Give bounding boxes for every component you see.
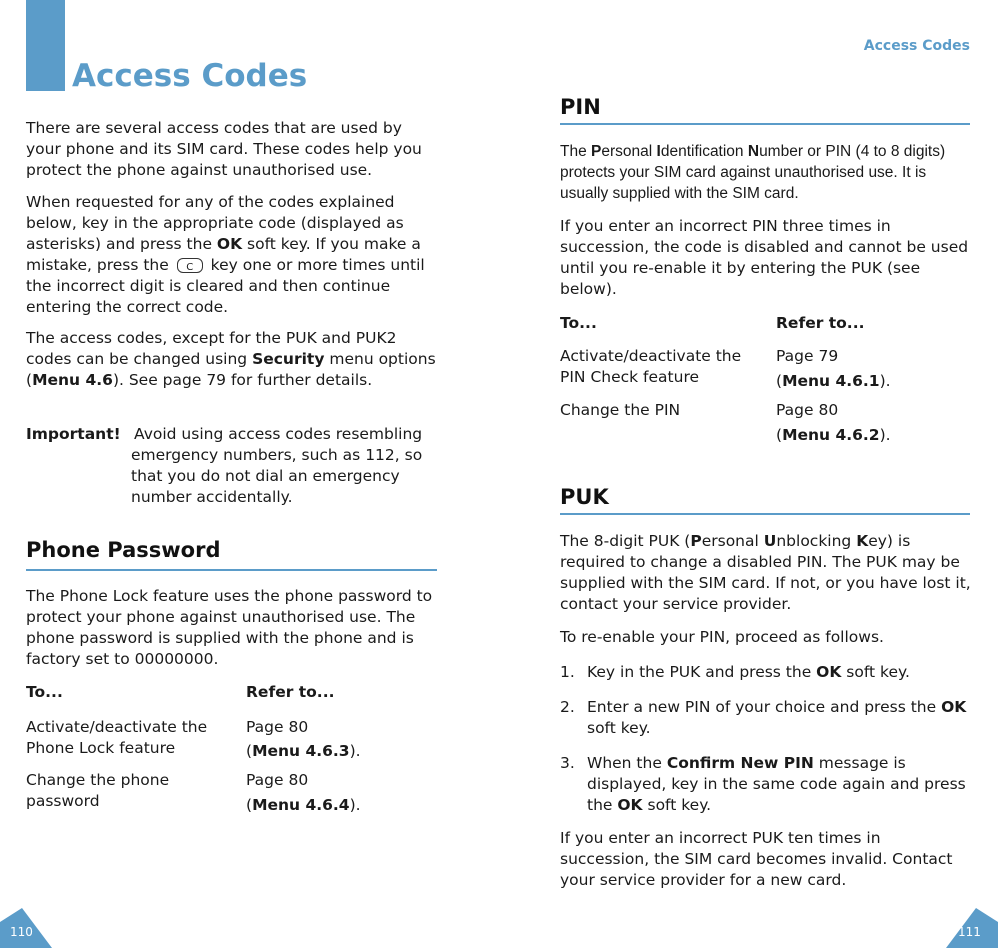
pin-heading: PIN — [560, 95, 601, 119]
column-header-refer: Refer to... — [776, 314, 865, 332]
list-item: 1. Key in the PUK and press the OK soft key. — [560, 663, 910, 681]
pin-incorrect-text: If you enter an incorrect PIN three times in succession, the code is disabled and cannot be used until you re-enable it by entering the PUK (see below). — [560, 217, 969, 298]
list-item: 3. When the Confirm New PIN message is displayed, key in the same code again and press the OK soft key. — [560, 754, 966, 814]
chapter-marker — [26, 0, 65, 91]
puk-steps — [560, 662, 972, 830]
section-rule — [560, 123, 970, 125]
table-row-page: Page 80 — [776, 401, 839, 419]
important-note: Important! — [26, 425, 121, 443]
important-text: Avoid using access codes resembling emergency numbers, such as 112, so that you do not dial an emergency number accidentally. — [131, 425, 423, 506]
pin-definition: The Personal Identification Number or PIN (4 to 8 digits) protects your SIM card against unauthorised use. It is usually supplied with the SIM card. — [560, 143, 946, 202]
puk-final-text: If you enter an incorrect PUK ten times in succession, the SIM card becomes invalid. Contact your service provider for a new card. — [560, 829, 953, 889]
section-rule — [560, 513, 970, 515]
table-row-page: Page 80 — [246, 718, 309, 736]
table-row-menu: (Menu 4.6.3). — [246, 742, 361, 760]
table-row-menu: (Menu 4.6.1). — [776, 372, 891, 390]
puk-heading: PUK — [560, 485, 609, 509]
table-row-menu: (Menu 4.6.2). — [776, 426, 891, 444]
page-number-left: 110 — [10, 925, 33, 939]
table-row-to: Change the PIN — [560, 401, 681, 419]
intro-paragraph: There are several access codes that are used by your phone and its SIM card. These codes help you protect the phone against unauthorised use. — [26, 119, 422, 179]
table-row-page: Page 80 — [246, 771, 309, 789]
puk-reenable-text: To re-enable your PIN, proceed as follows. — [560, 628, 884, 646]
table-row-page: Page 79 — [776, 347, 839, 365]
puk-definition: The 8-digit PUK (Personal Unblocking Key) is required to change a disabled PIN. The PUK may be supplied with the SIM card. If not, or you have lost it, contact your service provider. — [560, 532, 971, 613]
column-header-refer: Refer to... — [246, 683, 335, 701]
phone-password-text: The Phone Lock feature uses the phone password to protect your phone against unauthorised use. The phone password is supplied with the phone and is factory set to 00000000. — [26, 587, 433, 668]
codes-paragraph: The access codes, except for the PUK and PUK2 codes can be changed using Security menu options (Menu 4.6). See page 79 for further details. — [26, 329, 436, 389]
column-header-to: To... — [560, 314, 597, 332]
clear-key-icon — [177, 258, 203, 273]
page-title: Access Codes — [72, 58, 308, 94]
running-head: Access Codes — [863, 38, 970, 54]
column-header-to: To... — [26, 683, 63, 701]
table-row-to: Activate/deactivate the PIN Check feature — [560, 347, 742, 386]
table-row-to: Activate/deactivate the Phone Lock feature — [26, 718, 208, 757]
list-item: 2. Enter a new PIN of your choice and press the OK soft key. — [560, 698, 967, 737]
page-number-right: 111 — [958, 925, 981, 939]
phone-password-heading: Phone Password — [26, 538, 221, 562]
table-row-to: Change the phone password — [26, 771, 170, 810]
table-row-menu: (Menu 4.6.4). — [246, 796, 361, 814]
section-rule — [26, 569, 437, 571]
requested-paragraph: When requested for any of the codes explained below, key in the appropriate code (displayed as asterisks) and press the OK soft key. If you make a mistake, press the C key one or more times until the incorrect digit is cleared and then continue entering the correct code. — [26, 192, 438, 318]
